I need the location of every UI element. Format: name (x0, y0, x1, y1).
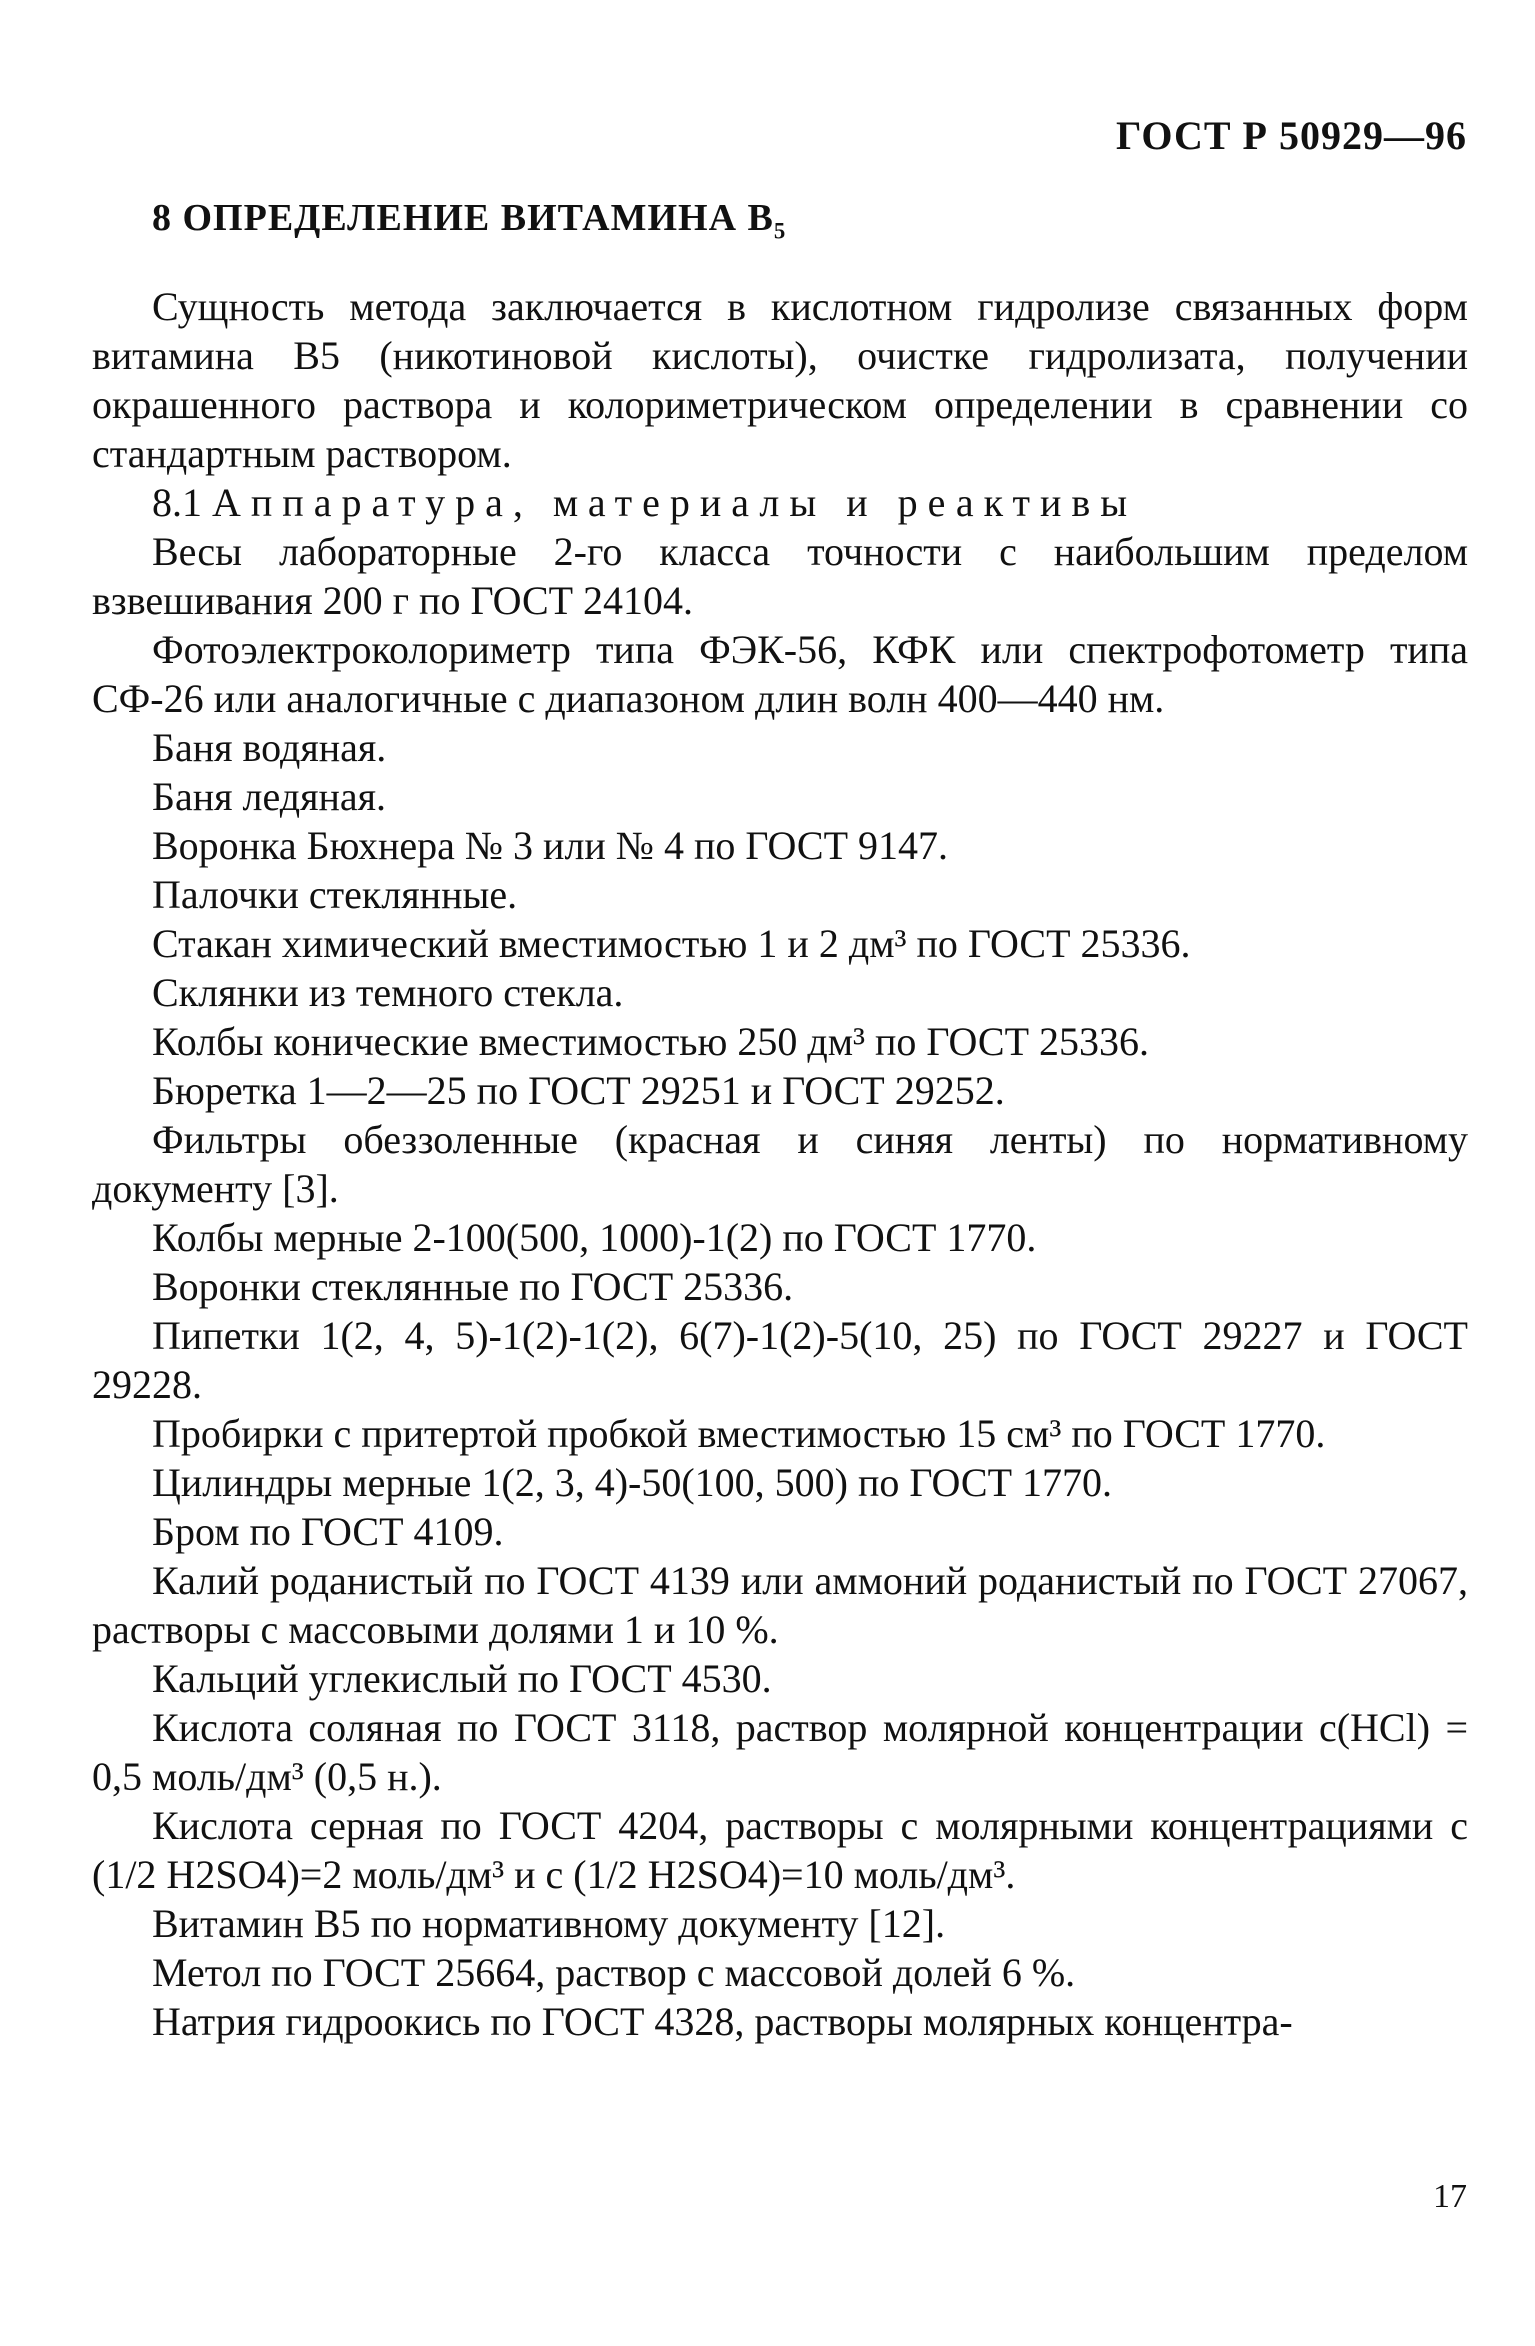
list-item: Палочки стеклянные. (152, 872, 518, 917)
list-item: Фильтры обеззоленные (красная и синяя ленты) по нормативному документу [3]. (92, 1117, 1468, 1211)
list-item: Баня водяная. (152, 725, 387, 770)
list-item: Натрия гидроокись по ГОСТ 4328, растворы молярных концентра- (152, 1999, 1293, 2044)
list-item: Бюретка 1—2—25 по ГОСТ 29251 и ГОСТ 29252. (152, 1068, 1005, 1113)
subsection-heading (92, 478, 1468, 527)
list-item: Склянки из темного стекла. (152, 970, 624, 1015)
document-header: ГОСТ Р 50929—96 (1115, 113, 1467, 158)
intro-paragraph: Сущность метода заключается в кислотном гидролизе связанных форм витамина В5 (никотиновой кислоты), очистке гидролизата, получении окрашенного раствора и колориметрическом определении в сравнении со стандартным раствором. (92, 284, 1468, 476)
list-item: Бром по ГОСТ 4109. (152, 1509, 504, 1554)
document-body (92, 282, 1468, 2046)
list-item: Кислота серная по ГОСТ 4204, растворы с молярными концентрациями c (1/2 H2SO4)=2 моль/дм³ и c (1/2 H2SO4)=10 моль/дм³. (92, 1803, 1468, 1897)
section-title-text: 8 ОПРЕДЕЛЕНИЕ ВИТАМИНА В (152, 197, 774, 239)
list-item: Весы лабораторные 2-го класса точности с наибольшим пределом взвешивания 200 г по ГОСТ 24104. (92, 529, 1468, 623)
list-item: Воронки стеклянные по ГОСТ 25336. (152, 1264, 794, 1309)
list-item: Кислота соляная по ГОСТ 3118, раствор молярной концентрации c(HCl) = 0,5 моль/дм³ (0,5 н.). (92, 1705, 1468, 1799)
subsection-title: Аппаратура, материалы и реактивы (212, 480, 1138, 525)
list-item: Стакан химический вместимостью 1 и 2 дм³ по ГОСТ 25336. (152, 921, 1191, 966)
page-number: 17 (1433, 2178, 1467, 2215)
list-item: Колбы мерные 2-100(500, 1000)-1(2) по ГОСТ 1770. (152, 1215, 1037, 1260)
list-item: Витамин В5 по нормативному документу [12]. (152, 1901, 946, 1946)
list-item: Пробирки с притертой пробкой вместимостью 15 см³ по ГОСТ 1770. (152, 1411, 1326, 1456)
list-item: Пипетки 1(2, 4, 5)-1(2)-1(2), 6(7)-1(2)-5(10, 25) по ГОСТ 29227 и ГОСТ 29228. (92, 1313, 1468, 1407)
list-item: Воронка Бюхнера № 3 или № 4 по ГОСТ 9147. (152, 823, 948, 868)
list-item: Фотоэлектроколориметр типа ФЭК-56, КФК или спектрофотометр типа СФ-26 или аналогичные с диапазоном длин волн 400—440 нм. (92, 627, 1468, 721)
section-title-subscript: 5 (773, 218, 787, 244)
subsection-number: 8.1 (152, 480, 202, 525)
list-item: Метол по ГОСТ 25664, раствор с массовой долей 6 %. (152, 1950, 1076, 1995)
section-title (152, 196, 787, 244)
list-item: Цилиндры мерные 1(2, 3, 4)-50(100, 500) по ГОСТ 1770. (152, 1460, 1113, 1505)
list-item: Колбы конические вместимостью 250 дм³ по ГОСТ 25336. (152, 1019, 1150, 1064)
list-item: Калий роданистый по ГОСТ 4139 или аммоний роданистый по ГОСТ 27067, растворы с массовыми долями 1 и 10 %. (92, 1558, 1468, 1652)
list-item: Кальций углекислый по ГОСТ 4530. (152, 1656, 772, 1701)
list-item: Баня ледяная. (152, 774, 387, 819)
